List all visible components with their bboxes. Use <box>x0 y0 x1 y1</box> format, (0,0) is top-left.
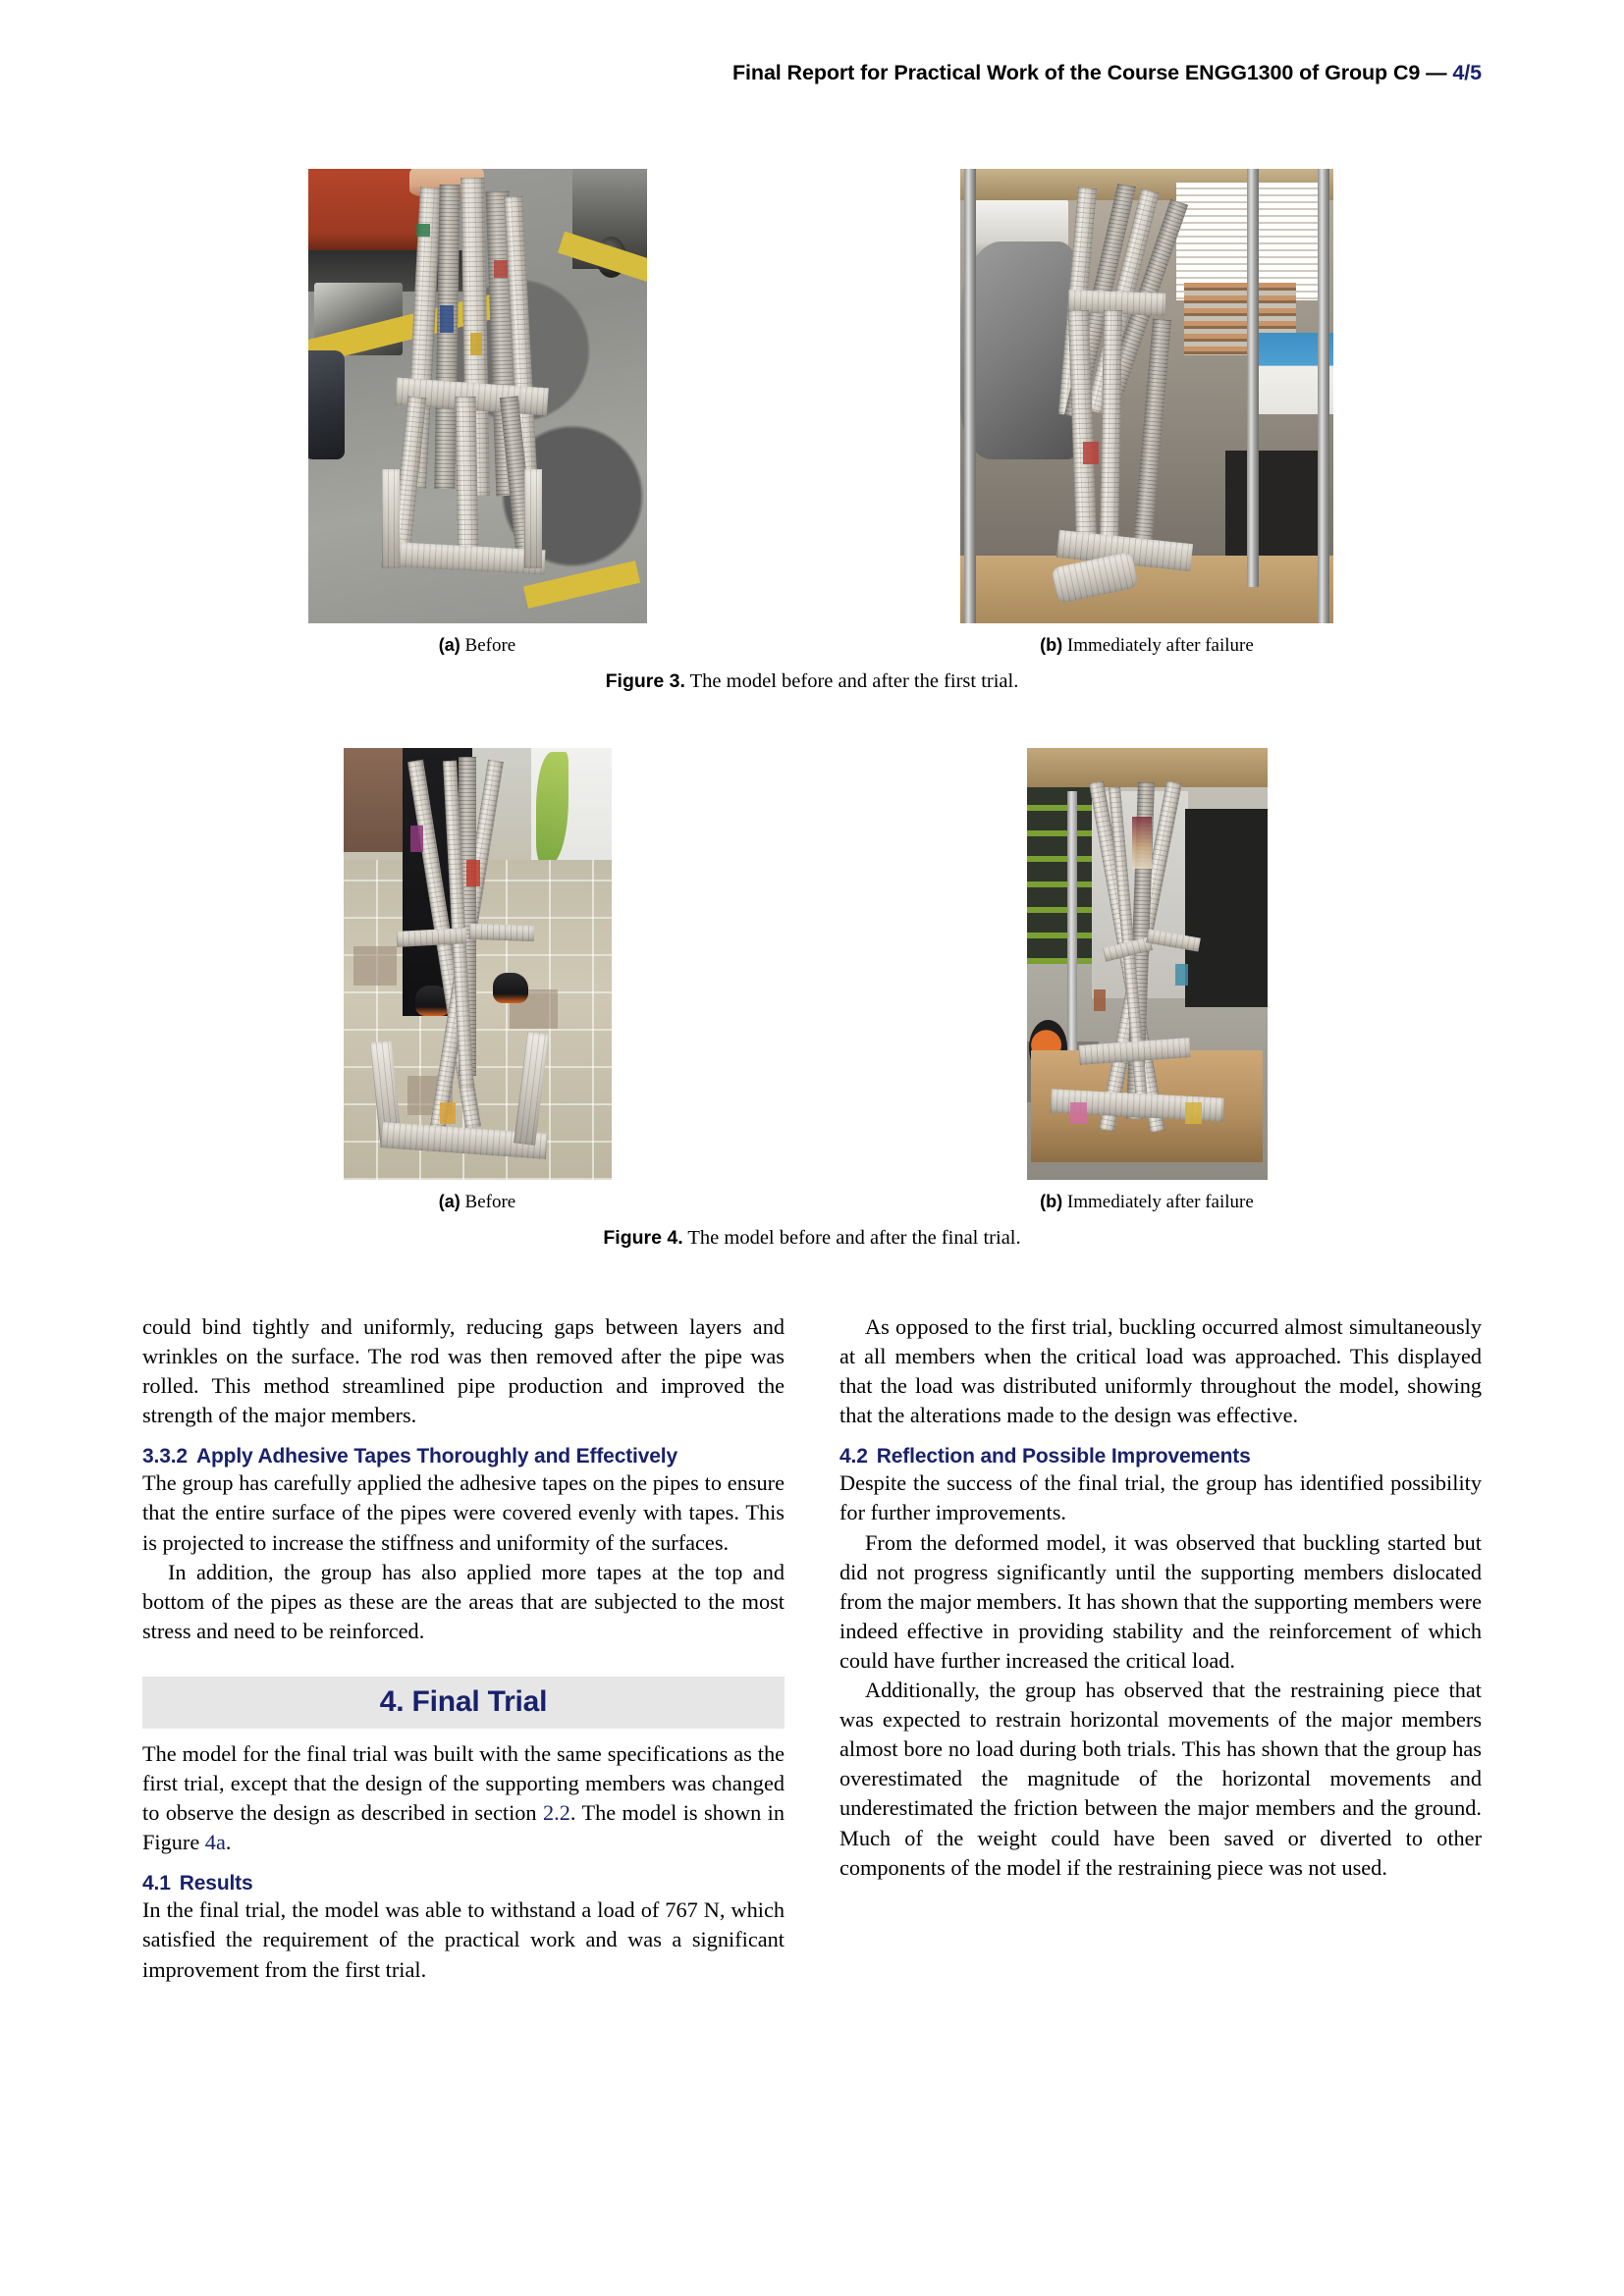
cross-reference-section-2-2[interactable]: 2.2 <box>543 1800 570 1826</box>
deformed-newsprint-patch-1 <box>1094 989 1106 1011</box>
heading-4-1-number: 4.1 <box>142 1872 171 1896</box>
figure-3a-photo <box>308 169 647 623</box>
a-frame-newsprint-patch-3 <box>440 1102 456 1124</box>
figure-4-caption-label: Figure 4. <box>603 1227 683 1249</box>
left-column <box>142 1312 785 1985</box>
figure-3a-tag: (a) <box>438 635 460 655</box>
figure-4a-subcaption <box>439 1192 515 1213</box>
section-4-intro-before: The model for the final trial was built with the same specifications as the first trial, except that the design of the supporting members was changed to observe the design as described in section <box>142 1740 785 1826</box>
page-number: 4/5 <box>1452 61 1482 84</box>
paragraph-3-3-2-2: In addition, the group has also applied more tapes at the top and bottom of the pipes as these are the areas that are subjected to the most stress and need to be reinforced. <box>142 1559 785 1643</box>
heading-4-2 <box>839 1445 1482 1468</box>
figure-4-caption <box>142 1227 1482 1250</box>
section-4-intro-paragraph <box>142 1739 785 1857</box>
lower-leg-mid <box>456 396 479 560</box>
paragraph-4-2-2: From the deformed model, it was observed that buckling started but did not progress significantly until the supporting members dislocated from the major members. It has shown that the supporting members were indeed effective in providing stability and the reinforcement of which could have further increased the critical load. <box>839 1529 1482 1673</box>
test-rig-rail-right <box>1318 169 1329 623</box>
figure-4-caption-text: The model before and after the final trial. <box>682 1227 1021 1249</box>
figure-4 <box>142 748 1482 1250</box>
body-columns <box>142 1312 1482 1985</box>
a-frame-newsprint-patch-1 <box>410 826 424 851</box>
figure-3a-subcaption <box>439 635 515 657</box>
test-rig-rail-left <box>964 169 976 623</box>
newsprint-color-patch-1 <box>416 224 430 238</box>
figure-4a-tag: (a) <box>438 1192 460 1211</box>
person-shoe-right <box>493 973 527 1003</box>
figure-3-caption-label: Figure 3. <box>605 670 685 692</box>
buckled-newsprint-patch <box>1083 442 1098 464</box>
deformed-newsprint-patch-2 <box>1175 964 1187 986</box>
right-paragraph-1: As opposed to the first trial, buckling occurred almost simultaneously at all members when the critical load was approached. This displayed that the load was distributed uniformly throughout the model, showing that the alterations made to the design was effective. <box>839 1314 1482 1428</box>
newsprint-color-patch-3 <box>494 260 508 279</box>
metal-post <box>1067 791 1077 1059</box>
figure-3-caption <box>142 670 1482 693</box>
figure-3b-photo <box>960 169 1333 623</box>
figure-3 <box>142 169 1482 693</box>
figure-4a-text: Before <box>460 1192 516 1212</box>
base-frame-left <box>382 469 399 569</box>
figure-4a-photo <box>344 748 612 1180</box>
paragraph-4-2-3: Additionally, the group has observed that the restraining piece that was expected to restrain horizontal movements of the major members almost bore no load during both trials. This has shown that the group has overestimated the magnitude of the horizontal movements and underestimated the friction between the major members and the ground. Much of the weight could have been saved or diverted to other components of the model if the restraining piece was not used. <box>839 1678 1482 1880</box>
newsprint-color-patch-4 <box>470 333 482 355</box>
figure-3b-subcaption <box>1040 635 1254 657</box>
floor-tile-patch-1 <box>353 946 397 986</box>
figure-4b-subcaption <box>1040 1192 1254 1213</box>
section-4-heading: 4. Final Trial <box>379 1684 548 1718</box>
figure-3a-cell <box>142 169 812 657</box>
heading-3-3-2-title: Apply Adhesive Tapes Thoroughly and Effectively <box>195 1445 678 1468</box>
figure-4b-tag: (b) <box>1040 1192 1063 1211</box>
heading-4-1 <box>142 1872 785 1896</box>
dark-equipment <box>1225 451 1323 560</box>
newsprint-color-patch-2 <box>440 305 454 333</box>
black-panel <box>1185 809 1267 1007</box>
heading-4-2-title: Reflection and Possible Improvements <box>876 1445 1251 1468</box>
cross-reference-figure-4a[interactable]: 4a <box>204 1830 226 1855</box>
base-frame-right <box>524 469 541 569</box>
heading-4-2-number: 4.2 <box>839 1445 868 1468</box>
continued-paragraph: could bind tightly and uniformly, reducing gaps between layers and wrinkles on the surface. The rod was then removed after the pipe was rolled. This method streamlined pipe production and improved the strength of the major members. <box>142 1314 785 1428</box>
figure-4a-cell <box>142 748 812 1213</box>
section-4-heading-band <box>142 1677 785 1729</box>
section-4-intro-end: . <box>225 1830 232 1855</box>
figure-3-images-row <box>142 169 1482 657</box>
section-4-intro-middle: . The model is shown in Figure <box>142 1800 785 1855</box>
person-shoe <box>308 350 346 459</box>
running-header <box>142 61 1482 85</box>
right-column <box>839 1312 1482 1985</box>
paragraph-4-1: In the final trial, the model was able to withstand a load of 767 N, which satisfied the requirement of the practical work and was a significant improvement from the first trial. <box>142 1897 785 1982</box>
figure-3-caption-text: The model before and after the first trial. <box>684 670 1019 692</box>
a-frame-cross-brace-right <box>469 924 534 941</box>
running-header-title: Final Report for Practical Work of the Course ENGG1300 of Group C9 — <box>732 61 1453 84</box>
deformed-newsprint-poster <box>1132 817 1152 869</box>
brick-wall-left <box>344 748 403 852</box>
deformed-newsprint-patch-3 <box>1070 1102 1087 1124</box>
figure-4-images-row <box>142 748 1482 1213</box>
test-rig-rail-mid <box>1247 169 1259 587</box>
deformed-newsprint-patch-4 <box>1185 1102 1202 1124</box>
figure-4b-text: Immediately after failure <box>1062 1192 1254 1212</box>
paragraph-3-3-2-1: The group has carefully applied the adhesive tapes on the pipes to ensure that the entire surface of the pipes were covered evenly with tapes. This is projected to increase the stiffness and uniformity of the surfaces. <box>142 1470 785 1555</box>
figure-3a-text: Before <box>460 635 516 656</box>
top-loading-beam <box>1027 748 1268 787</box>
figure-4b-cell <box>812 748 1482 1213</box>
heading-3-3-2 <box>142 1445 785 1468</box>
paragraph-4-2-1: Despite the success of the final trial, the group has identified possibility for further improvements. <box>839 1470 1482 1525</box>
figure-3b-tag: (b) <box>1040 635 1063 655</box>
green-patterned-wall <box>1027 782 1100 964</box>
heading-4-1-title: Results <box>179 1872 253 1896</box>
a-frame-newsprint-patch-2 <box>466 860 480 885</box>
figure-3b-cell <box>812 169 1482 657</box>
heading-3-3-2-number: 3.3.2 <box>142 1445 188 1468</box>
figure-3b-text: Immediately after failure <box>1062 635 1254 656</box>
office-chair <box>960 241 1080 459</box>
figure-4b-photo <box>1027 748 1268 1180</box>
